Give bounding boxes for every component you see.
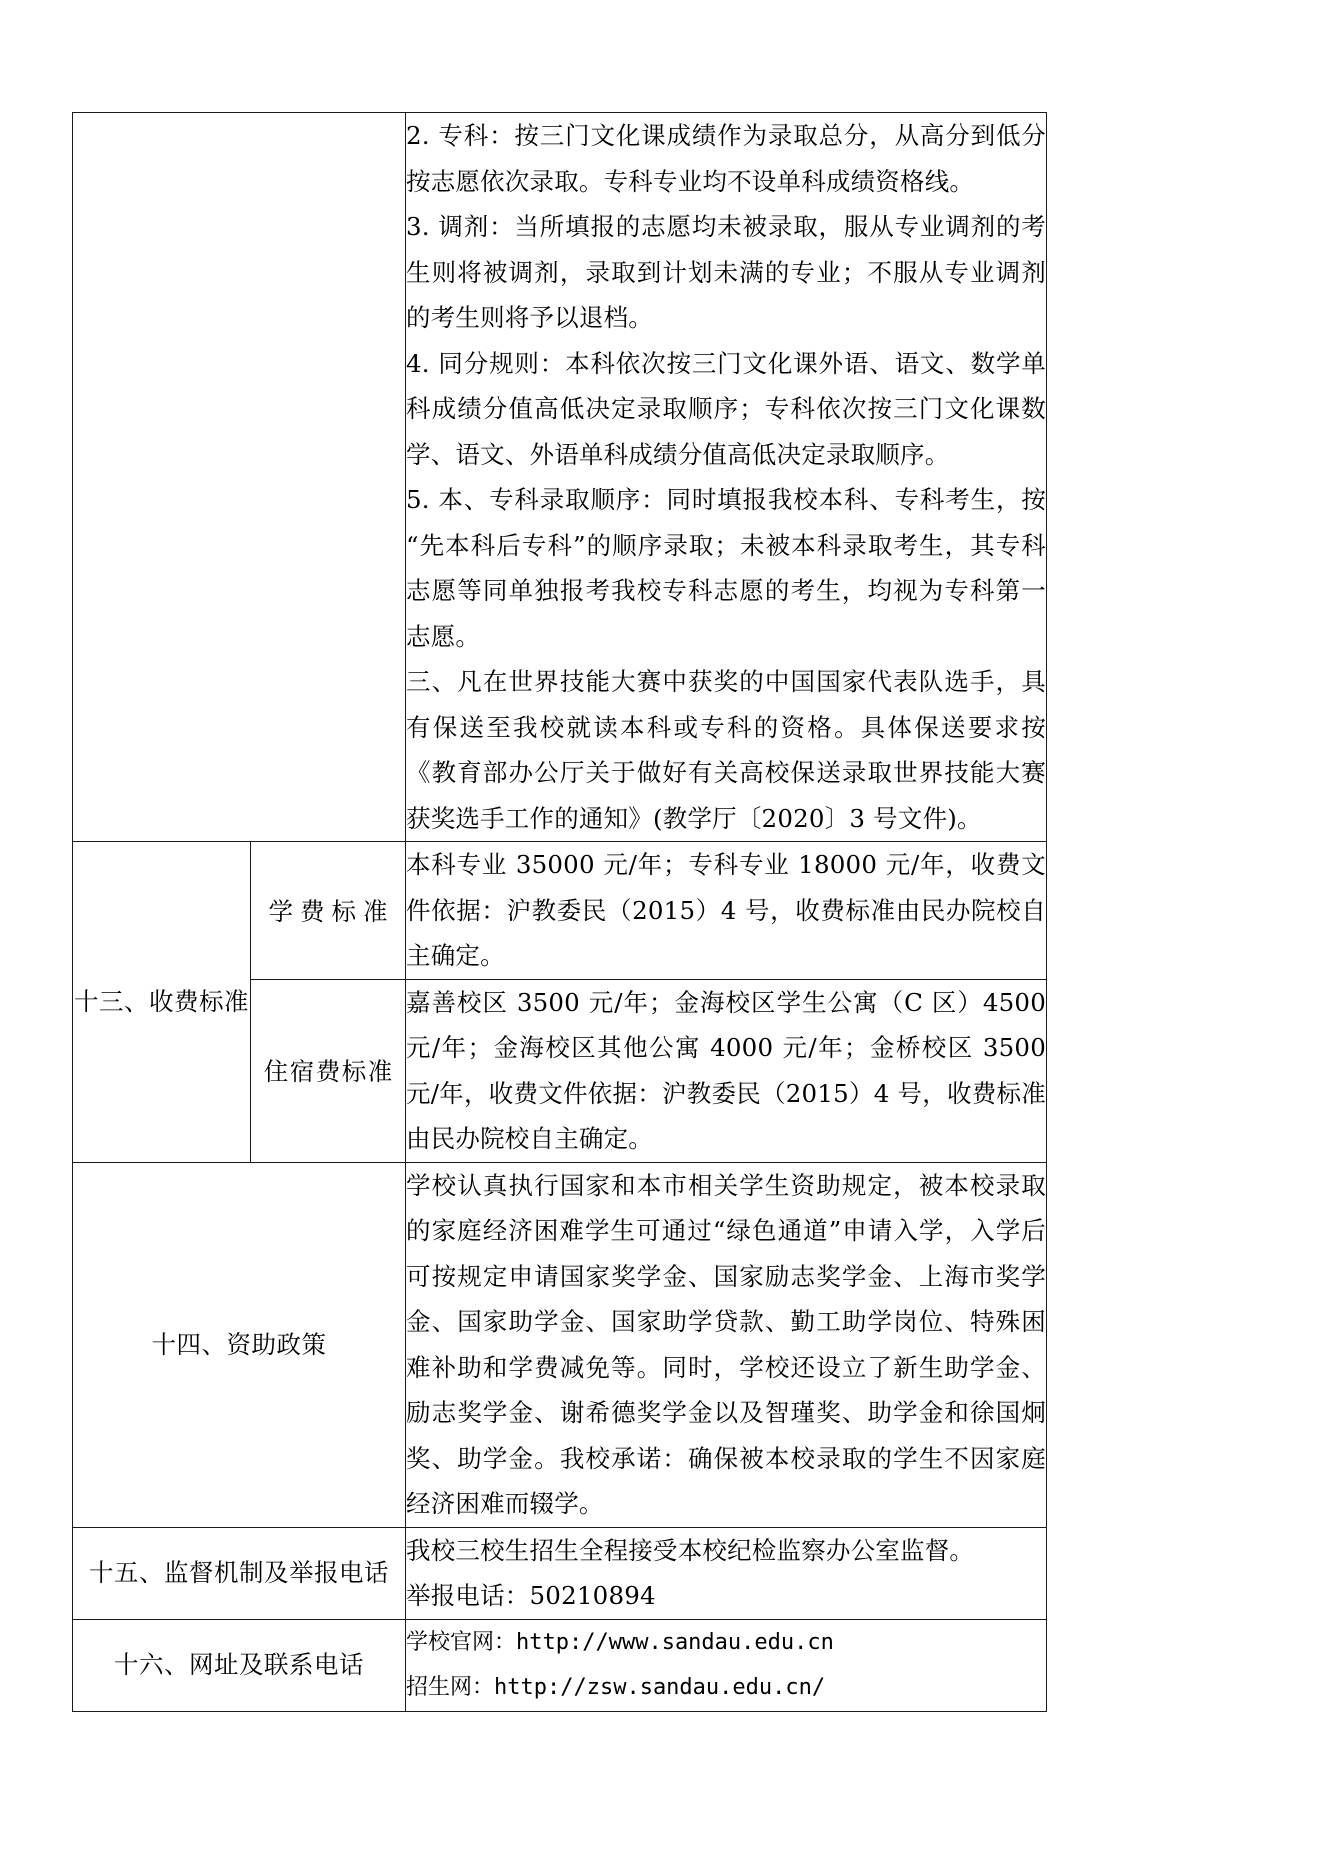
paragraph: 嘉善校区 3500 元/年；金海校区学生公寓（C 区）4500 元/年；金海校区其他公寓 4000 元/年；金桥校区 3500 元/年，收费文件依据：沪教委民（2015）4 号，收费标准由民办院校自主确定。 xyxy=(406,987,1054,1153)
paragraph-school-website: 学校官网：http://www.sandau.edu.cn xyxy=(406,1629,834,1655)
row-body-accommodation-fee xyxy=(406,979,1054,1162)
paragraph: 我校三校生招生全程接受本校纪检监察办公室监督。 xyxy=(406,1535,975,1565)
admissions-info-table xyxy=(72,112,1054,1712)
table-row xyxy=(73,1619,1047,1711)
row-body-tuition-fee xyxy=(406,842,1047,980)
sub-label-tuition-fee: 学费标准 xyxy=(251,842,406,980)
row-body-admission-rules xyxy=(406,113,1047,842)
row-label-empty xyxy=(73,113,406,842)
row-body-website xyxy=(406,1619,1047,1711)
paragraph-admissions-website: 招生网：http://zsw.sandau.edu.cn/ xyxy=(406,1675,826,1700)
row-label-tuition-standards: 十三、收费标准 xyxy=(73,842,251,1163)
row-label-supervision: 十五、监督机制及举报电话 xyxy=(73,1527,406,1619)
paragraph: 4. 同分规则：本科依次按三门文化课外语、语文、数学单科成绩分值高低决定录取顺序；专科依次按三门文化课数学、语文、外语单科成绩分值高低决定录取顺序。 xyxy=(406,348,1046,469)
row-label-financial-aid: 十四、资助政策 xyxy=(73,1162,406,1527)
table-row xyxy=(73,842,1047,980)
sub-label-accommodation-fee: 住宿费标准 xyxy=(251,979,406,1162)
row-label-website: 十六、网址及联系电话 xyxy=(73,1619,406,1711)
table-row xyxy=(73,113,1047,842)
table-row xyxy=(73,1162,1047,1527)
row-body-financial-aid xyxy=(406,1162,1047,1527)
paragraph: 3. 调剂：当所填报的志愿均未被录取，服从专业调剂的考生则将被调剂，录取到计划未满的专业；不服从专业调剂的考生则将予以退档。 xyxy=(406,212,1046,332)
paragraph: 5. 本、专科录取顺序：同时填报我校本科、专科考生，按“先本科后专科”的顺序录取；未被本科录取考生，其专科志愿等同单独报考我校专科志愿的考生，均视为专科第一志愿。 xyxy=(406,485,1046,651)
row-body-supervision xyxy=(406,1527,1047,1619)
paragraph: 2. 专科：按三门文化课成绩作为录取总分，从高分到低分按志愿依次录取。专科专业均不设单科成绩资格线。 xyxy=(406,121,1046,196)
paragraph: 本科专业 35000 元/年；专科专业 18000 元/年，收费文件依据：沪教委民（2015）4 号，收费标准由民办院校自主确定。 xyxy=(406,850,1046,970)
paragraph: 三、凡在世界技能大赛中获奖的中国国家代表队选手，具有保送至我校就读本科或专科的资格。具体保送要求按《教育部办公厅关于做好有关高校保送录取世界技能大赛获奖选手工作的通知》(教学厅〔2020〕3 号文件)。 xyxy=(406,667,1046,833)
paragraph: 学校认真执行国家和本市相关学生资助规定，被本校录取的家庭经济困难学生可通过“绿色通道”申请入学，入学后可按规定申请国家奖学金、国家励志奖学金、上海市奖学金、国家助学金、国家助学贷款、勤工助学岗位、特殊困难补助和学费减免等。同时，学校还设立了新生助学金、励志奖学金、谢希德奖学金以及智瑾奖、助学金和徐国炯奖、助学金。我校承诺：确保被本校录取的学生不因家庭经济困难而辍学。 xyxy=(406,1170,1046,1518)
paragraph: 举报电话：50210894 xyxy=(406,1581,656,1610)
table-row xyxy=(73,1527,1047,1619)
